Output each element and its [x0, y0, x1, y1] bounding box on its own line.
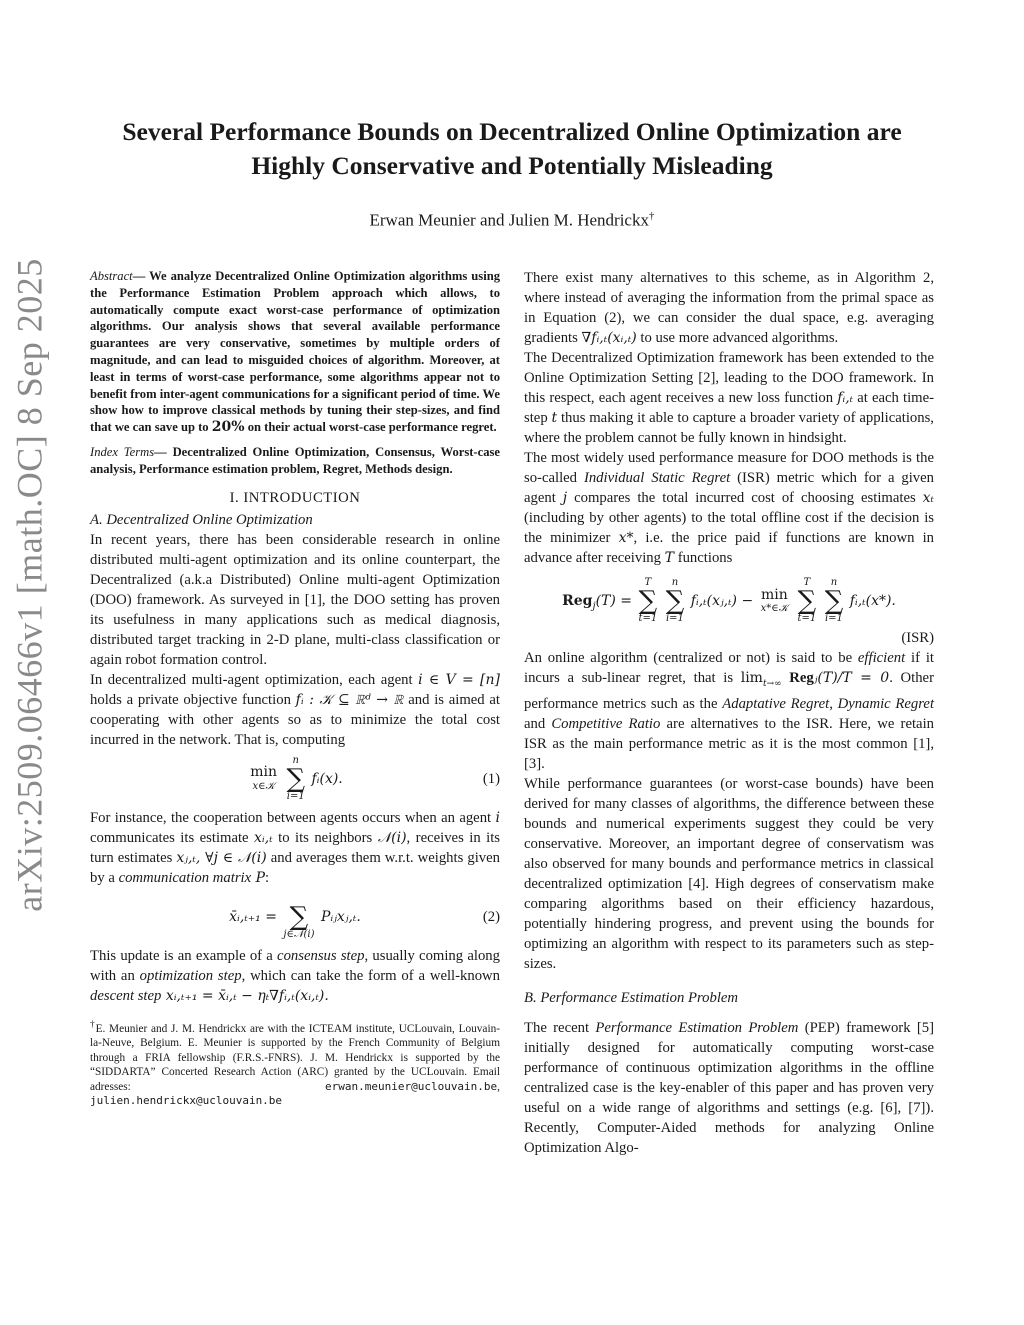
p4-descent-equation: xᵢ,ₜ₊₁ = x̄ᵢ,ₜ − ηₜ∇fᵢ,ₜ(xᵢ,ₜ). — [161, 987, 329, 1004]
equation-2-number: (2) — [482, 908, 500, 925]
r1-math-gradient: ∇fᵢ,ₜ(xᵢ,ₜ) — [581, 330, 637, 346]
r2-text-b: at each time-step — [524, 390, 934, 426]
abstract — [90, 268, 500, 436]
p3-text-e: and averages them w.r.t. weights given by a — [90, 849, 500, 886]
r3-text-a: The most widely used performance measure for DOO methods is the so-called — [524, 450, 934, 486]
r3-text-e: , i.e. the price paid if functions are known in advance after receiving — [524, 530, 935, 566]
r3-text-d: (including by other agents) to the total offline cost if the decision is the minimizer — [524, 510, 934, 546]
isr-reg: Reg — [562, 593, 593, 609]
author-footnote-mark: † — [648, 210, 655, 222]
r4-text-a: An online algorithm (centralized or not) is said to be — [524, 650, 858, 666]
right-paragraph-3 — [524, 448, 934, 568]
right-paragraph-4 — [524, 648, 934, 774]
isr-sum2-bottom: i=1 — [665, 613, 684, 624]
equation-isr-tag: (ISR) — [901, 630, 934, 646]
r4-text-e: and — [524, 715, 552, 732]
intro-paragraph-1: In recent years, there has been considerable research in online distributed multi-agent optimization and its online counterpart, the Decentralized (a.k.a Distributed) Online multi-agent Optimization (DOO) framework. As surveyed in [1], the DOO setting has proven its usefulness in many applications such as medical diagnosis, distributed target tracking in 2-D plane, multi-class classification or again robot formation control. — [90, 531, 500, 668]
p3-math-p: P — [251, 869, 266, 886]
p2-math-f: fᵢ : 𝒦 ⊆ ℝᵈ → ℝ — [295, 691, 404, 708]
p3-text-f: : — [265, 869, 270, 886]
title-line-2: Highly Conservative and Potentially Misleading — [251, 151, 773, 180]
eq2-body: Pᵢⱼxⱼ,ₜ. — [320, 908, 361, 925]
p4-optimization-step: optimization step — [139, 967, 242, 984]
intro-paragraph-3 — [90, 808, 500, 888]
isr-sum3-bottom: t=1 — [797, 613, 817, 624]
p3-math-x: xᵢ,ₜ — [254, 829, 273, 846]
eq1-min: min — [250, 764, 278, 781]
r6-text-a: The recent — [524, 1019, 596, 1036]
abstract-label: Abstract — [90, 269, 133, 283]
arxiv-identifier[interactable]: arXiv:2509.06466v1 [math.OC] 8 Sep 2025 — [10, 258, 50, 912]
isr-sum4-top: n — [830, 577, 838, 588]
left-column — [90, 268, 500, 1109]
p4-descent-step: descent step — [90, 987, 162, 1004]
eq1-min-sub: x∈𝒦 — [252, 780, 275, 792]
abstract-text-a: We analyze Decentralized Online Optimization algorithms using the Performance Estimation Problem approach which allows, to automatically compute exact worst-case performance of optimization algorithms. Our analysis shows that several available performance guarantees are very conservative, sometimes by multiple orders of magnitude, and can lead to misguided choices of algorithm. Moreover, at least in terms of worst-case performance, some algorithms appear not to benefit from inter-agent communications for a significant period of time. We show how to improve classical methods by tuning their step-sizes, and find that we can save up to — [90, 269, 501, 435]
p3-math-i: i — [495, 809, 500, 826]
r3-math-t: T — [664, 550, 675, 566]
p4-text-a: This update is an example of a — [90, 947, 278, 964]
isr-reg-arg: (T) = — [595, 593, 633, 609]
intro-paragraph-4 — [90, 946, 500, 1006]
right-paragraph-2 — [524, 348, 934, 448]
r3-math-x: xₜ — [922, 490, 935, 506]
abstract-percent: 20% — [211, 419, 245, 436]
subsection-title-a: A. Decentralized Online Optimization — [90, 511, 313, 528]
r3-text-f: functions — [674, 550, 733, 566]
right-paragraph-6 — [524, 1018, 934, 1158]
r6-pep-term: Performance Estimation Problem — [595, 1019, 799, 1036]
p2-text-c: and is aimed at cooperating with other agents so as to minimize the total cost incurred in the network. That is, computing — [90, 691, 500, 748]
p3-communication-matrix: communication matrix — [118, 869, 252, 886]
right-paragraph-1 — [524, 268, 934, 348]
r4-text-b: if it incurs a sub-linear regret, that is — [524, 650, 934, 686]
r3-math-xstar: x* — [618, 530, 634, 546]
isr-sum4-bottom: i=1 — [824, 613, 843, 624]
index-terms-label: Index Terms — [90, 444, 155, 459]
p4-text-b: , usually coming along with an — [90, 947, 500, 984]
isr-min: min — [760, 586, 788, 603]
r4-reg: Reg — [781, 670, 814, 686]
r4-text-f: are alternatives to the ISR. Here, we retain ISR as the main performance metric as it is the most common [1], [3]. — [524, 715, 934, 772]
equation-1: min x∈𝒦 n ∑ i=1 fᵢ(x). (1) — [250, 754, 500, 802]
eq2-lhs: x̄ᵢ,ₜ₊₁ = — [229, 908, 277, 925]
r4-text-c: . Other performance metrics such as the — [524, 670, 934, 712]
equation-1-number: (1) — [482, 770, 500, 787]
r6-text-b: (PEP) framework [5] initially designed for automatically computing worst-case performance of continuous optimization algorithms in the offline centralized case is the key-enabler of this paper and has proven very useful on a wide range of algorithms and settings (e.g. [6], [7]). Recently, Computer-Aided methods for analyzing Online Optimization Algo- — [524, 1019, 934, 1156]
p2-text-a: In decentralized multi-agent optimization, each agent — [90, 671, 419, 688]
isr-reg-sub: j — [592, 600, 596, 612]
r4-lim: lim — [740, 670, 763, 686]
r4-adaptative-regret: Adaptative Regret — [722, 695, 830, 712]
r2-math-t: t — [551, 410, 558, 426]
section-title-introduction: I. INTRODUCTION — [229, 489, 361, 506]
title-line-1: Several Performance Bounds on Decentralized Online Optimization are — [122, 117, 902, 146]
isr-sum3-top: T — [803, 577, 811, 588]
index-terms-text: Decentralized Online Optimization, Consensus, Worst-case analysis, Performance estimation problem, Regret, Methods design. — [90, 444, 501, 476]
arxiv-side-stamp — [0, 190, 60, 980]
index-terms — [90, 444, 500, 478]
r2-text-a: The Decentralized Optimization framework has been extended to the Online Optimization Setting [2], leading to the DOO framework. In this respect, each agent receives a new loss function — [524, 350, 934, 406]
p3-text-a: For instance, the cooperation between agents occurs when an agent — [90, 809, 496, 826]
p3-text-c: to its neighbors — [272, 829, 378, 846]
abstract-text-b: on their actual worst-case performance regret. — [244, 420, 497, 435]
p4-consensus-step: consensus step — [277, 947, 365, 964]
p2-math-i: i ∈ V = [n] — [418, 671, 500, 688]
isr-term2: fᵢ,ₜ(x*). — [849, 593, 896, 609]
subsection-title-b: B. Performance Estimation Problem — [524, 989, 739, 1006]
p3-math-xj: xⱼ,ₜ, ∀j ∈ 𝒩(i) — [176, 849, 267, 866]
footnote — [90, 1018, 500, 1109]
email-meunier[interactable]: erwan.meunier@uclouvain.be — [324, 1079, 498, 1093]
footnote-mark: † — [90, 1019, 96, 1030]
r3-isr-term: Individual Static Regret — [583, 470, 731, 486]
p3-text-b: communicates its estimate — [90, 829, 255, 846]
p3-text-d: , receives in its turn estimates — [90, 829, 500, 866]
author-names: Erwan Meunier and Julien M. Hendrickx — [369, 210, 649, 230]
p2-text-b: holds a private objective function — [90, 691, 296, 708]
right-paragraph-5: While performance guarantees (or worst-case bounds) have been derived for many classes of algorithms, the difference between these bounds and numerical experiments suggest they could be very conservative. Moreover, an important degree of conservatism was also observed for many bounds and performance metrics in classical decentralized optimization [4]. High degrees of conservatism make comparing algorithms based on their efficiency hazardous, potentially hindering progress, and prevent using the bounds for optimizing an algorithm with respect to its parameters such as step-sizes. — [524, 775, 934, 972]
r3-math-j: j — [562, 490, 568, 506]
equation-2: x̄ᵢ,ₜ₊₁ = ∑ j∈𝒩(i) Pᵢⱼxⱼ,ₜ. (2) — [229, 901, 500, 940]
email-hendrickx[interactable]: julien.hendrickx@uclouvain.be — [90, 1094, 283, 1108]
isr-sum1-top: T — [644, 577, 652, 588]
p4-text-c: , which can take the form of a well-known — [241, 967, 500, 984]
r3-text-c: compares the total incurred cost of choosing estimates — [567, 490, 923, 506]
authors — [80, 210, 944, 231]
footnote-text: E. Meunier and J. M. Hendrickx are with the ICTEAM institute, UCLouvain, Louvain-la-Neuve, Belgium. E. Meunier is supported by the French Community of Belgium through a FRIA fellowship (F.R.S.-FNRS). J. M. Hendrickx is supported by the “SIDDARTA” Concerted Research Action (ARC) granted by the UCLouvain. Email adresses: — [90, 1022, 500, 1093]
isr-sum2-top: n — [671, 577, 679, 588]
eq1-sum-top: n — [292, 754, 299, 766]
eq2-sum-bottom: j∈𝒩(i) — [283, 928, 315, 940]
eq1-sum-bottom: i=1 — [286, 790, 305, 802]
paper-title — [80, 115, 944, 183]
r4-efficient: efficient — [857, 650, 906, 666]
index-terms-dash: — — [154, 444, 173, 459]
r3-text-b: (ISR) metric which for a given agent — [524, 470, 935, 506]
isr-sum1-bottom: t=1 — [638, 613, 658, 624]
r1-text-b: to use more advanced algorithms. — [636, 330, 839, 346]
abstract-dash: — — [132, 269, 150, 283]
equation-isr: Reg$_j$(T) = T ∑ t=1 n ∑ i=1 fᵢ,ₜ(xⱼ,ₜ) − min x*∈𝒦 T ∑ t=1 n ∑ i=1 fᵢ,ₜ(x*). — [562, 577, 896, 624]
r4-lim-sub: t→∞ — [762, 678, 782, 689]
email-separator: , — [497, 1080, 500, 1093]
r1-text-a: There exist many alternatives to this scheme, as in Algorithm 2, where instead of averaging the information from the primal space as in Equation (2), we can consider the dual space, e.g. averaging gradients — [524, 270, 934, 346]
isr-min-sub: x*∈𝒦 — [760, 603, 789, 615]
eq1-body: fᵢ(x). — [311, 770, 343, 787]
isr-term1: fᵢ,ₜ(xⱼ,ₜ) − — [690, 593, 754, 609]
p3-math-n: 𝒩(i) — [377, 829, 407, 846]
intro-paragraph-2 — [90, 670, 500, 750]
r4-reg-rest: ⱼ(T)/T = 0 — [813, 670, 890, 686]
r4-competitive-ratio: Competitive Ratio — [551, 715, 661, 732]
r2-math-f: fᵢ,ₜ — [837, 390, 854, 406]
right-column — [524, 268, 934, 1158]
r2-text-c: thus making it able to capture a broader variety of applications, where the problem cannot be fully known in hindsight. — [524, 410, 934, 446]
r4-text-d: , — [829, 695, 838, 712]
r4-dynamic-regret: Dynamic Regret — [837, 695, 935, 712]
